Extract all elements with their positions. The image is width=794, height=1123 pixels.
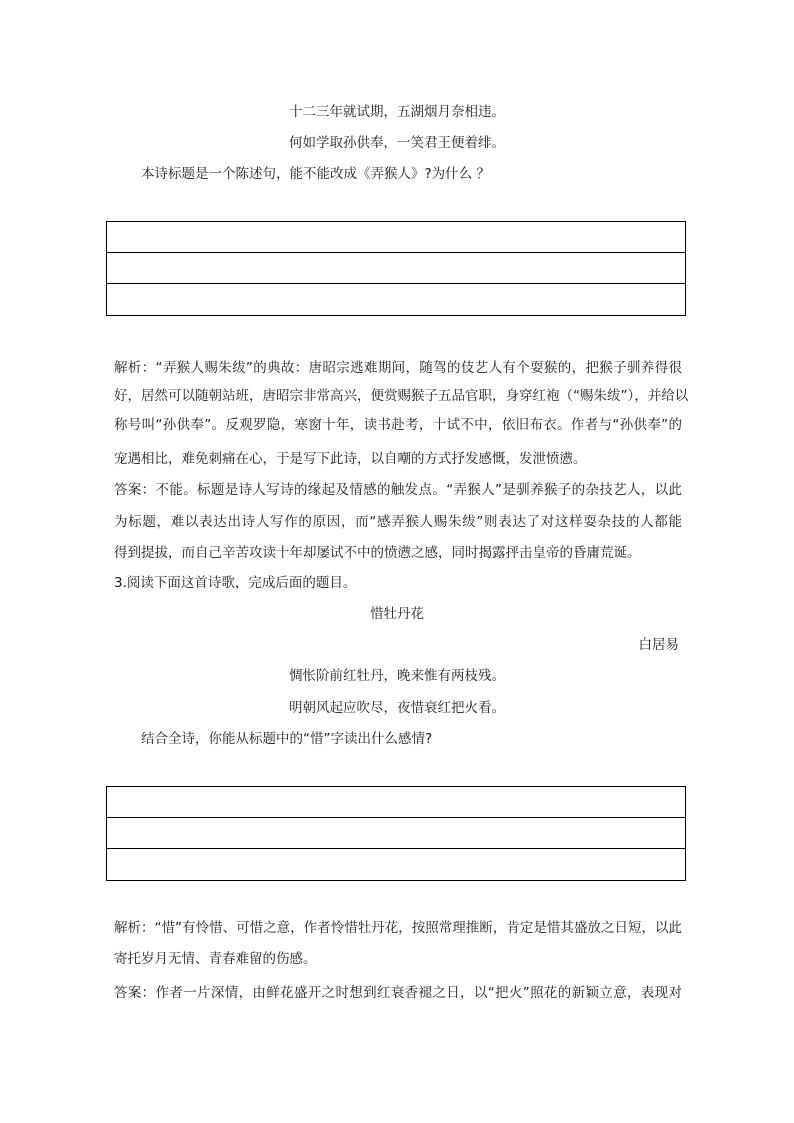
q2-question: 本诗标题是一个陈述句，能不能改成《弄猴人》?为什么 ？ xyxy=(141,166,490,182)
q3-heading: 3.阅读下面这首诗歌，完成后面的题目。 xyxy=(114,575,357,591)
answer-line[interactable] xyxy=(107,818,685,849)
q3-question: 结合全诗，你能从标题中的“惜”字读出什么感情? xyxy=(141,731,433,747)
answer-line[interactable] xyxy=(107,849,685,880)
q3-poem-author: 白居易 xyxy=(638,637,679,653)
q2-answer-line: 得到提拔，而自己辛苦攻读十年却屡试不中的愤懑之感，同时揭露抨击皇帝的昏庸荒诞。 xyxy=(114,545,641,561)
q3-poem-line-2: 明朝风起应吹尽，夜惜衰红把火看。 xyxy=(289,700,505,716)
answer-line[interactable] xyxy=(107,787,685,818)
answer-line[interactable] xyxy=(107,284,685,315)
q2-poem-line-1: 十二三年就试期，五湖烟月奈相违。 xyxy=(289,104,505,120)
q2-analysis-line: 好，居然可以随朝站班，唐昭宗非常高兴，便赏赐猴子五品官职，身穿红袍（“赐朱绂”），并给以 xyxy=(114,388,689,404)
q2-answer-line: 答案：不能。标题是诗人写诗的缘起及情感的触发点。“弄猴人”是驯养猴子的杂技艺人，以此 xyxy=(114,482,682,498)
q3-answer-box[interactable] xyxy=(106,786,686,881)
q2-poem-line-2: 何如学取孙供奉，一笑君王便着绯。 xyxy=(289,135,505,151)
answer-line[interactable] xyxy=(107,253,685,284)
q3-analysis-line: 解析：“惜”有怜惜、可惜之意，作者怜惜牡丹花，按照常理推断，肯定是惜其盛放之日短，以此 xyxy=(114,920,682,936)
q2-answer-box[interactable] xyxy=(106,221,686,316)
q2-analysis-line: 宠遇相比，难免刺痛在心，于是写下此诗，以自嘲的方式抒发感慨，发泄愤懑。 xyxy=(114,451,587,467)
q2-analysis-line: 解析：“弄猴人赐朱绂”的典故：唐昭宗逃难期间，随驾的伎艺人有个耍猴的，把猴子驯养得很 xyxy=(114,360,682,376)
q2-answer-line: 为标题，难以表达出诗人写作的原因，而“感弄猴人赐朱绂”则表达了对这样耍杂技的人都能 xyxy=(114,514,682,530)
q3-poem-title: 惜牡丹花 xyxy=(370,606,424,622)
q3-analysis-line: 寄托岁月无情、青春难留的伤感。 xyxy=(114,951,317,967)
q3-answer-line: 答案：作者一片深情，由鲜花盛开之时想到红衰香褪之日，以“把火”照花的新颖立意，表现对 xyxy=(114,985,682,1001)
answer-line[interactable] xyxy=(107,222,685,253)
q2-analysis-line: 称号叫“孙供奉”。反观罗隐，寒窗十年，读书赴考，十试不中，依旧布衣。作者与“孙供奉”的 xyxy=(114,417,682,433)
q3-poem-line-1: 惆怅阶前红牡丹，晚来惟有两枝残。 xyxy=(289,668,505,684)
